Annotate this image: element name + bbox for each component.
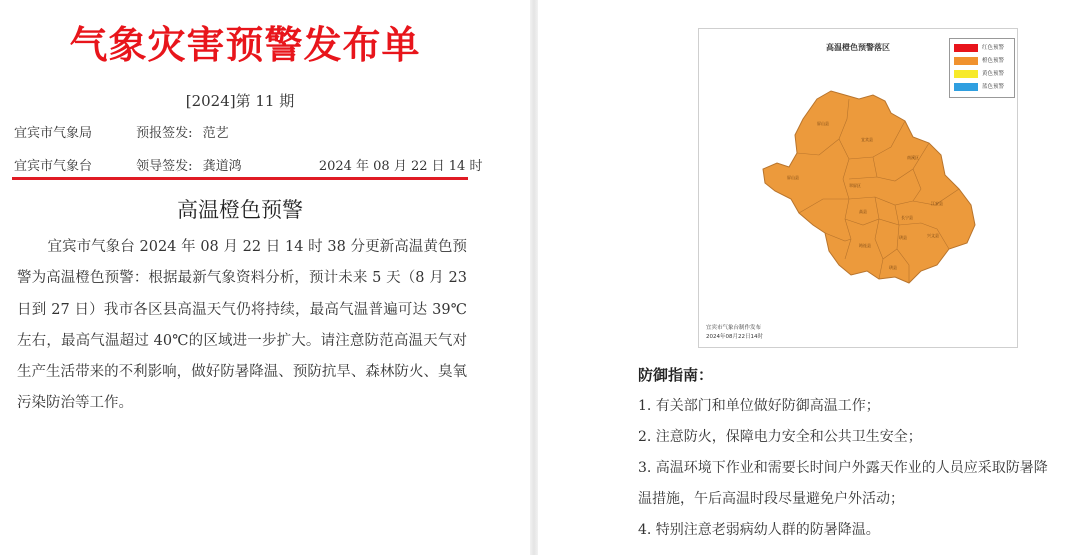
legend-label: 红色预警	[982, 45, 1005, 51]
svg-text:珙县: 珙县	[899, 235, 907, 240]
svg-text:南溪区: 南溪区	[907, 155, 919, 160]
legend-label: 橙色预警	[982, 58, 1005, 64]
warning-map	[698, 28, 1018, 348]
issue-date: 2024 年 08 月 22 日 14 时	[318, 159, 483, 174]
legend-swatch-orange	[954, 57, 978, 65]
signoff-role-label: 预报签发:	[136, 126, 193, 141]
notice-body: 宜宾市气象台 2024 年 08 月 22 日 14 时 38 分更新高温黄色预警为高温橙色预警：根据最新气象资料分析，预计未来 5 天（8 月 23 日到 27 日）我市各区县高温天气仍将持续，最高气温普遍可达 39℃左右，最高气温超过 40℃的区域进一步扩大。请注意防范高温天气对生产生活带来的不利影响，做好防暑降温、预防抗旱、森林防火、臭氧污染防治等工作。	[17, 239, 467, 412]
document-headline: 气象灾害预警发布单	[69, 23, 421, 67]
red-divider	[12, 177, 468, 180]
page-gutter	[530, 0, 538, 555]
legend-item-yellow	[954, 69, 1016, 79]
guide-item: 2. 注意防火，保障电力安全和公共卫生安全；	[638, 429, 922, 445]
map-legend	[949, 38, 1015, 98]
region-outline	[763, 91, 975, 283]
signoff-person: 龚道鸿	[202, 159, 242, 174]
svg-text:珙县: 珙县	[889, 265, 897, 270]
svg-text:长宁县: 长宁县	[901, 215, 913, 220]
svg-text:宜宾县: 宜宾县	[861, 137, 873, 142]
map-footer-date: 2024年08月22日14时	[706, 334, 763, 340]
warning-document-page	[0, 0, 530, 555]
agency-name: 宜宾市气象台	[14, 159, 93, 174]
legend-swatch-blue	[954, 83, 978, 91]
signoff-person: 范艺	[202, 126, 229, 141]
map-and-guide-page	[538, 0, 1079, 555]
legend-label: 黄色预警	[982, 71, 1005, 77]
svg-text:屏山县: 屏山县	[817, 121, 829, 126]
signoff-role-label: 领导签发:	[136, 159, 193, 174]
legend-label: 蓝色预警	[982, 84, 1005, 90]
agency-name: 宜宾市气象局	[14, 126, 93, 141]
legend-item-blue	[954, 82, 1016, 92]
signoff-row-leader	[14, 155, 482, 174]
legend-swatch-yellow	[954, 70, 978, 78]
guide-title: 防御指南：	[638, 366, 714, 384]
map-title: 高温橙色预警落区	[826, 43, 890, 52]
notice-title: 高温橙色预警	[177, 198, 303, 222]
svg-text:筠连县: 筠连县	[859, 243, 871, 248]
signoff-row-forecast	[14, 122, 229, 141]
legend-swatch-red	[954, 44, 978, 52]
map-footer-agency: 宜宾市气象台制作发布	[706, 325, 762, 331]
svg-text:江安县: 江安县	[931, 201, 943, 206]
svg-text:翠屏区: 翠屏区	[849, 183, 861, 188]
svg-text:高县: 高县	[859, 209, 867, 214]
legend-item-red	[954, 43, 1016, 53]
guide-item: 1. 有关部门和单位做好防御高温工作；	[638, 398, 880, 414]
issue-number: [2024]第 11 期	[185, 92, 295, 110]
legend-item-orange	[954, 56, 1016, 66]
svg-text:屏山县: 屏山县	[787, 175, 799, 180]
guide-item: 3. 高温环境下作业和需要长时间户外露天作业的人员应采取防暑降温措施，午后高温时段尽量避免户外活动；	[638, 460, 1048, 507]
svg-text:兴文县: 兴文县	[927, 233, 939, 238]
guide-item: 4. 特别注意老弱病幼人群的防暑降温。	[638, 522, 880, 538]
